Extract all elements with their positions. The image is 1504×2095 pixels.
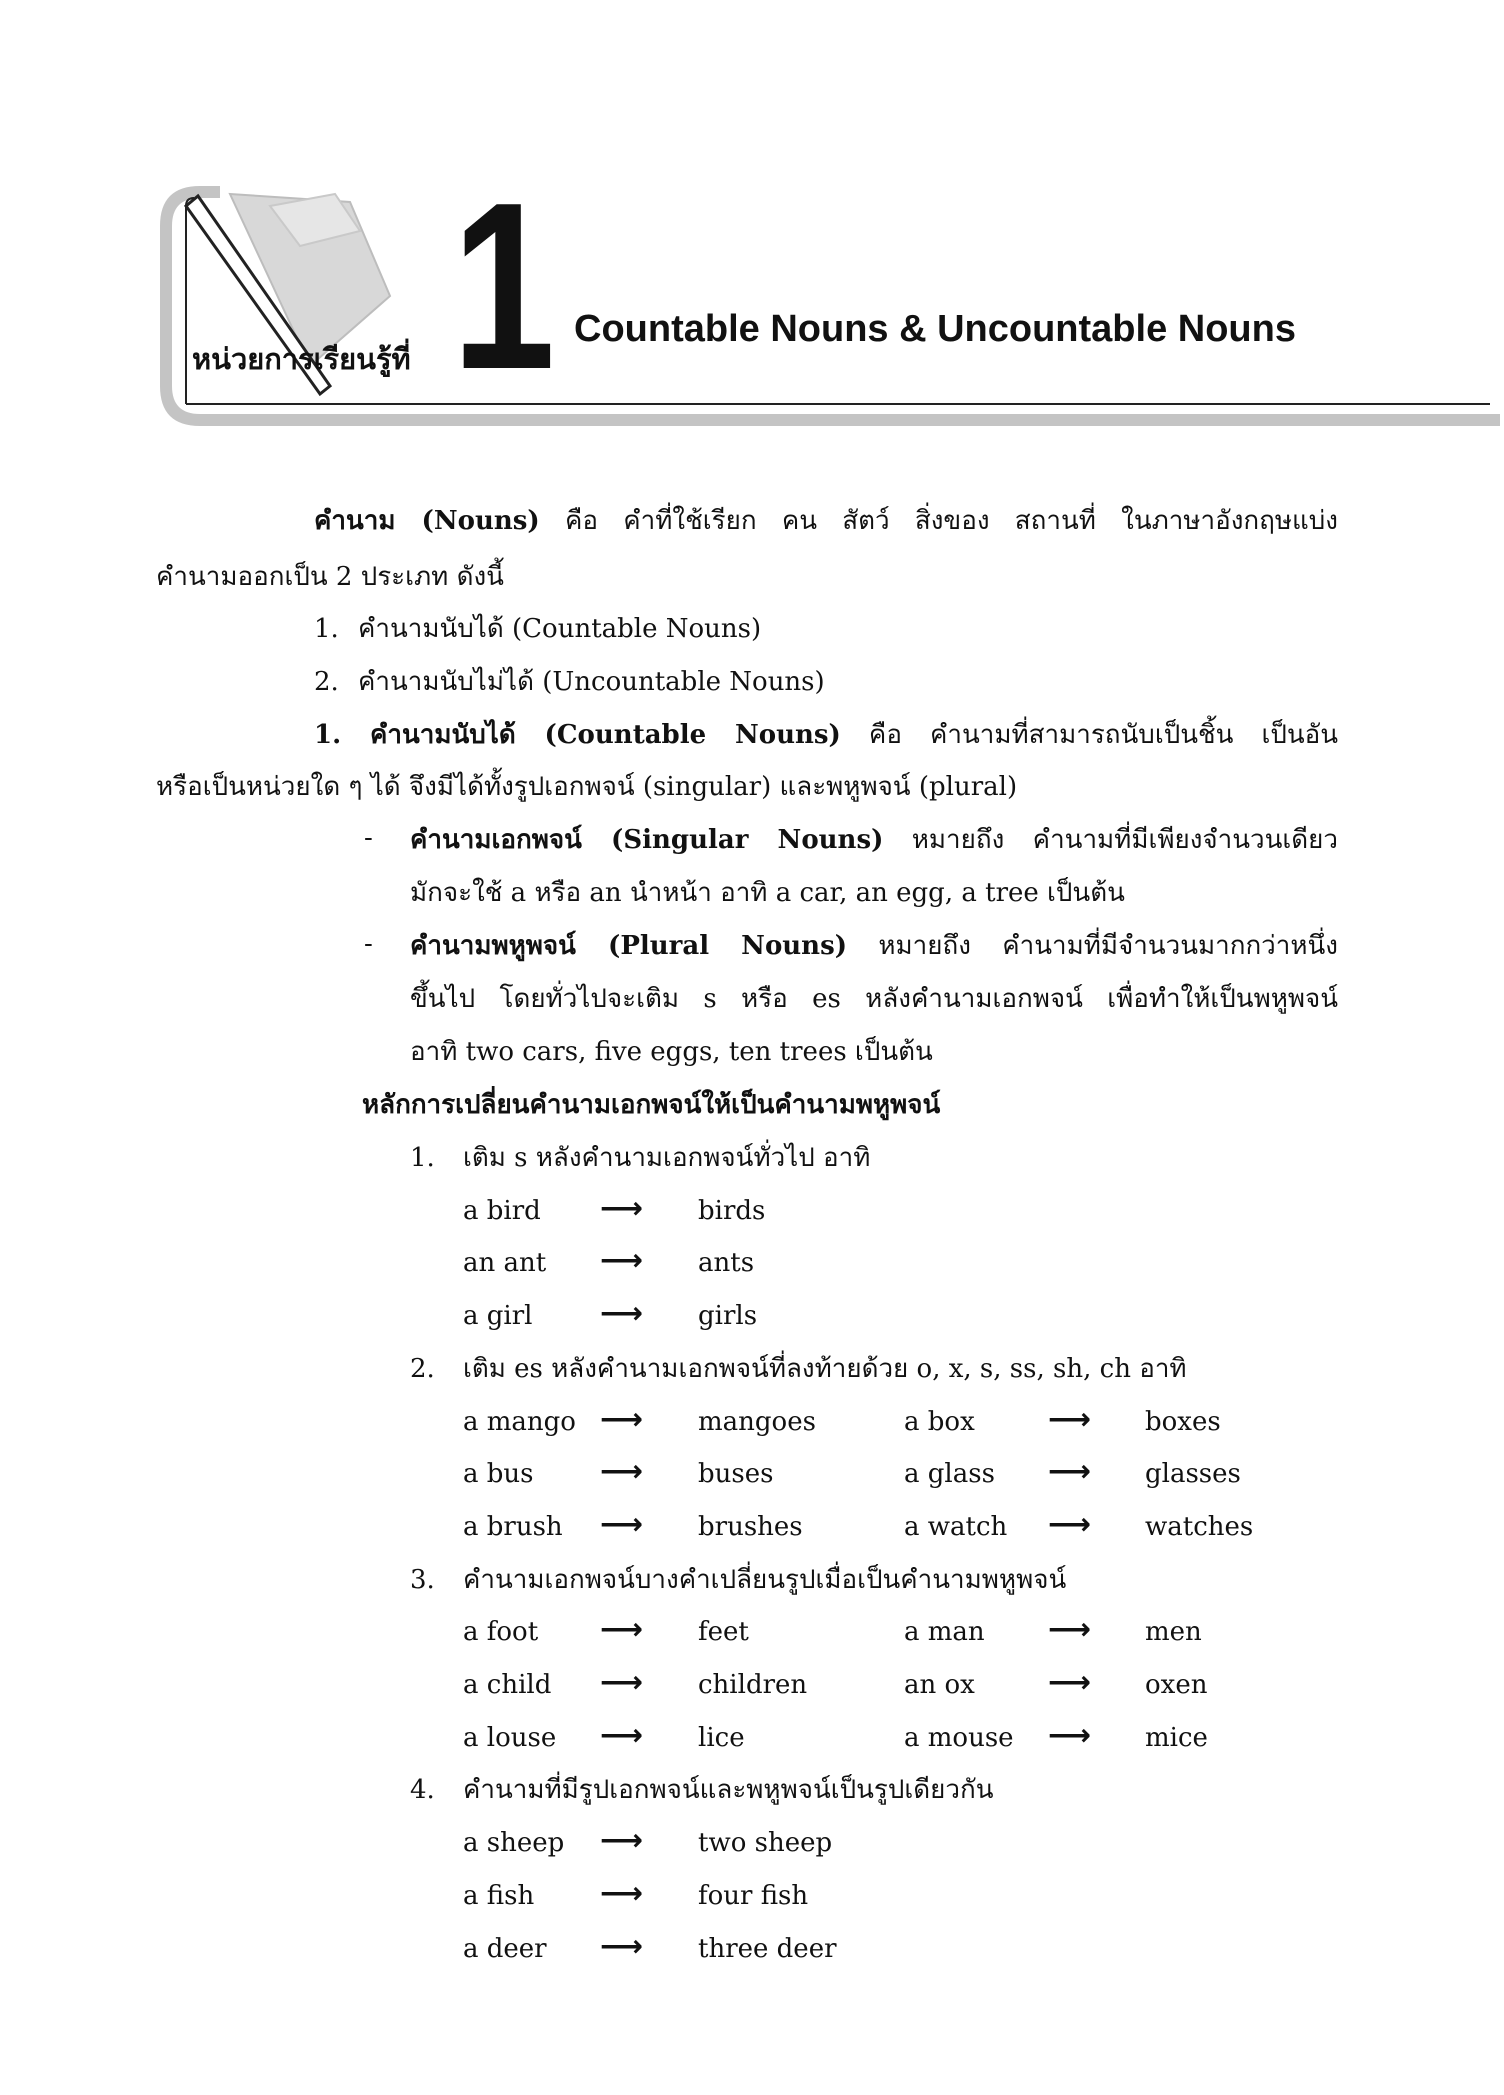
plural-word: watches [1145,1511,1254,1542]
plural-word: men [1145,1617,1202,1648]
bullet-dash: - [364,823,373,853]
singular-word: a bird [463,1195,541,1226]
intro-line-1 [314,504,1338,538]
plural-word: mangoes [698,1406,816,1437]
arrow-icon: ⟶ [1048,1665,1092,1700]
arrow-icon: ⟶ [600,1928,644,1964]
bullet-plural: คำนามพหูพจน์ (Plural Nouns) หมายถึง คำนามที่มีจำนวนมากกว่าหนึ่ง [410,931,1338,961]
singular-word: a mango [463,1406,576,1437]
rules-heading: หลักการเปลี่ยนคำนามเอกพจน์ให้เป็นคำนามพหูพจน์ [362,1090,941,1120]
plural-word: glasses [1145,1459,1241,1490]
plural-word: brushes [698,1511,803,1542]
plural-word: boxes [1145,1406,1221,1437]
plural-word: two sheep [698,1828,833,1859]
plural-word: buses [698,1459,774,1490]
unit-number: 1 [452,154,556,419]
plural-word: children [698,1670,808,1700]
singular-word: a bus [463,1459,534,1490]
countable-heading: 1. คำนามนับได้ (Countable Nouns) คือ คำนามที่สามารถนับเป็นชิ้น เป็นอัน [314,720,1339,750]
rule-number: 1. [410,1143,435,1173]
plural-word: birds [698,1195,766,1226]
bullet-dash: - [364,929,373,959]
singular-word: a fish [463,1880,535,1911]
singular-word: a box [904,1406,975,1437]
plural-word: oxen [1145,1670,1208,1700]
plural-word: ants [698,1248,755,1279]
plural-word: mice [1145,1722,1208,1753]
arrow-icon: ⟶ [1048,1612,1092,1648]
arrow-icon: ⟶ [600,1823,644,1859]
countable-line-2: หรือเป็นหน่วยใด ๆ ได้ จึงมีได้ทั้งรูปเอกพจน์ (singular) และพหูพจน์ (plural) [156,772,1018,802]
unit-label: หน่วยการเรียนรู้ที่ [192,342,411,376]
arrow-icon: ⟶ [1048,1717,1092,1753]
singular-word: an ant [463,1248,547,1279]
rule-text: คำนามที่มีรูปเอกพจน์และพหูพจน์เป็นรูปเดียวกัน [463,1775,994,1806]
arrow-icon: ⟶ [600,1296,644,1332]
singular-word: a girl [463,1301,533,1332]
bullet-plural-cont: อาทิ two cars, five eggs, ten trees เป็นต้น [410,1037,933,1067]
arrow-icon: ⟶ [600,1612,644,1648]
singular-word: a brush [463,1511,563,1542]
plural-word: lice [698,1722,745,1753]
plural-word: three deer [698,1933,837,1964]
rule-number: 3. [410,1564,435,1595]
arrow-icon: ⟶ [600,1717,644,1753]
arrow-icon: ⟶ [1048,1454,1092,1490]
singular-word: a deer [463,1933,547,1964]
singular-word: a sheep [463,1828,565,1859]
arrow-icon: ⟶ [600,1243,644,1279]
arrow-icon: ⟶ [600,1401,644,1437]
plural-word: four fish [698,1880,809,1911]
arrow-icon: ⟶ [1048,1506,1092,1542]
rule-text: เติม s หลังคำนามเอกพจน์ทั่วไป อาทิ [463,1143,871,1173]
intro-line-2: คำนามออกเป็น 2 ประเภท ดังนี้ [156,562,504,592]
singular-word: a child [463,1670,552,1700]
singular-word: a foot [463,1617,539,1648]
bullet-plural-cont: ขึ้นไป โดยทั่วไปจะเติม s หรือ es หลังคำนามเอกพจน์ เพื่อทำให้เป็นพหูพจน์ [410,984,1338,1014]
singular-word: a watch [904,1511,1008,1542]
bullet-singular: คำนามเอกพจน์ (Singular Nouns) หมายถึง คำนามที่มีเพียงจำนวนเดียว [410,825,1338,855]
rule-number: 4. [410,1775,435,1806]
bullet-singular-cont: มักจะใช้ a หรือ an นำหน้า อาทิ a car, an egg, a tree เป็นต้น [410,878,1125,908]
rule-text: คำนามเอกพจน์บางคำเปลี่ยนรูปเมื่อเป็นคำนามพหูพจน์ [463,1564,1067,1595]
plural-word: girls [698,1301,758,1332]
arrow-icon: ⟶ [600,1506,644,1542]
intro-definition: คือ คำที่ใช้เรียก คน สัตว์ สิ่งของ สถานที่ ในภาษาอังกฤษแบ่ง [564,506,1338,536]
plural-word: feet [698,1617,749,1648]
rule-text: เติม es หลังคำนามเอกพจน์ที่ลงท้ายด้วย o, x, s, ss, sh, ch อาทิ [463,1353,1187,1384]
intro-term: คำนาม (Nouns) [314,506,540,536]
chapter-title: Countable Nouns & Uncountable Nouns [574,308,1296,350]
singular-word: a glass [904,1459,995,1490]
arrow-icon: ⟶ [1048,1401,1092,1437]
type-item-1: 1. คำนามนับได้ (Countable Nouns) [314,614,762,644]
arrow-icon: ⟶ [600,1190,644,1226]
rule-number: 2. [410,1353,435,1384]
singular-word: a mouse [904,1722,1014,1753]
singular-word: an ox [904,1670,975,1700]
type-item-2: 2. คำนามนับไม่ได้ (Uncountable Nouns) [314,667,825,697]
arrow-icon: ⟶ [600,1665,644,1700]
arrow-icon: ⟶ [600,1875,644,1911]
chapter-header-frame [160,176,1500,432]
singular-word: a man [904,1617,985,1648]
arrow-icon: ⟶ [600,1454,644,1490]
singular-word: a louse [463,1722,557,1753]
